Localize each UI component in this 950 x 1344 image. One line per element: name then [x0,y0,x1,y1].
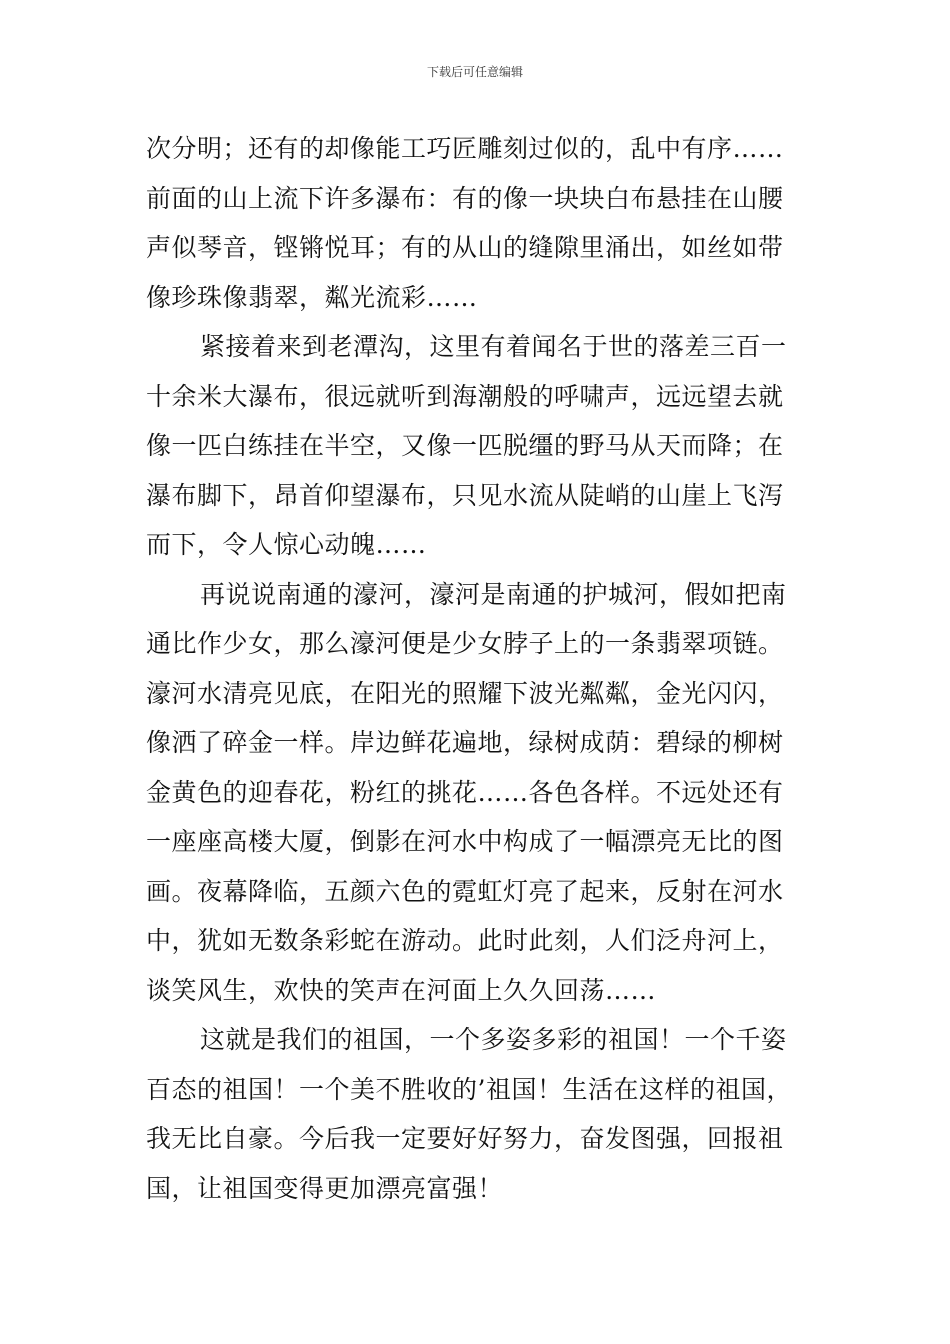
text-line: 次分明；还有的却像能工巧匠雕刻过似的，乱中有序…… [146,134,784,163]
page-header: 下载后可任意编辑 [426,65,523,79]
text-line: 像洒了碎金一样。岸边鲜花遍地，绿树成荫：碧绿的柳树 [146,728,784,757]
text-line: 瀑布脚下，昂首仰望瀑布，只见水流从陡峭的山崖上飞泻 [146,480,784,510]
paragraph-start-line: 紧接着来到老潭沟，这里有着闻名于世的落差三百一 [200,332,787,361]
text-line: 中，犹如无数条彩蛇在游动。此时此刻，人们泛舟河上， [146,926,784,955]
text-line: 一座座高楼大厦，倒影在河水中构成了一幅漂亮无比的图 [146,827,784,856]
text-line: 像一匹白练挂在半空，又像一匹脱缰的野马从天而降；在 [146,431,784,460]
body-text [146,124,826,1213]
text-line: 百态的祖国！一个美不胜收的’祖国！生活在这样的祖国， [146,1074,792,1104]
text-line: 金黄色的迎春花，粉红的挑花……各色各样。不远处还有 [146,777,784,807]
text-line: 国，让祖国变得更加漂亮富强！ [146,1173,504,1203]
text-line: 十余米大瀑布，很远就听到海潮般的呼啸声，远远望去就 [146,381,784,411]
text-line: 声似琴音，铿锵悦耳；有的从山的缝隙里涌出，如丝如带 [146,233,784,262]
text-line: 通比作少女，那么濠河便是少女脖子上的一条翡翠项链。 [146,629,784,658]
text-line: 谈笑风生，欢快的笑声在河面上久久回荡…… [146,975,657,1005]
paragraph-start-line: 再说说南通的濠河，濠河是南通的护城河，假如把南 [200,579,787,609]
text-line: 像珍珠像翡翠，粼光流彩…… [146,282,478,312]
text-line: 我无比自豪。今后我一定要好好努力，奋发图强，回报祖 [146,1124,784,1153]
text-line: 而下，令人惊心动魄…… [146,530,427,559]
paragraph-start-line: 这就是我们的祖国，一个多姿多彩的祖国！一个千姿 [200,1025,787,1054]
text-line: 画。夜幕降临，五颜六色的霓虹灯亮了起来，反射在河水 [146,876,784,906]
text-line: 濠河水清亮见底，在阳光的照耀下波光粼粼，金光闪闪， [146,678,784,708]
text-line: 前面的山上流下许多瀑布：有的像一块块白布悬挂在山腰 [146,183,784,213]
